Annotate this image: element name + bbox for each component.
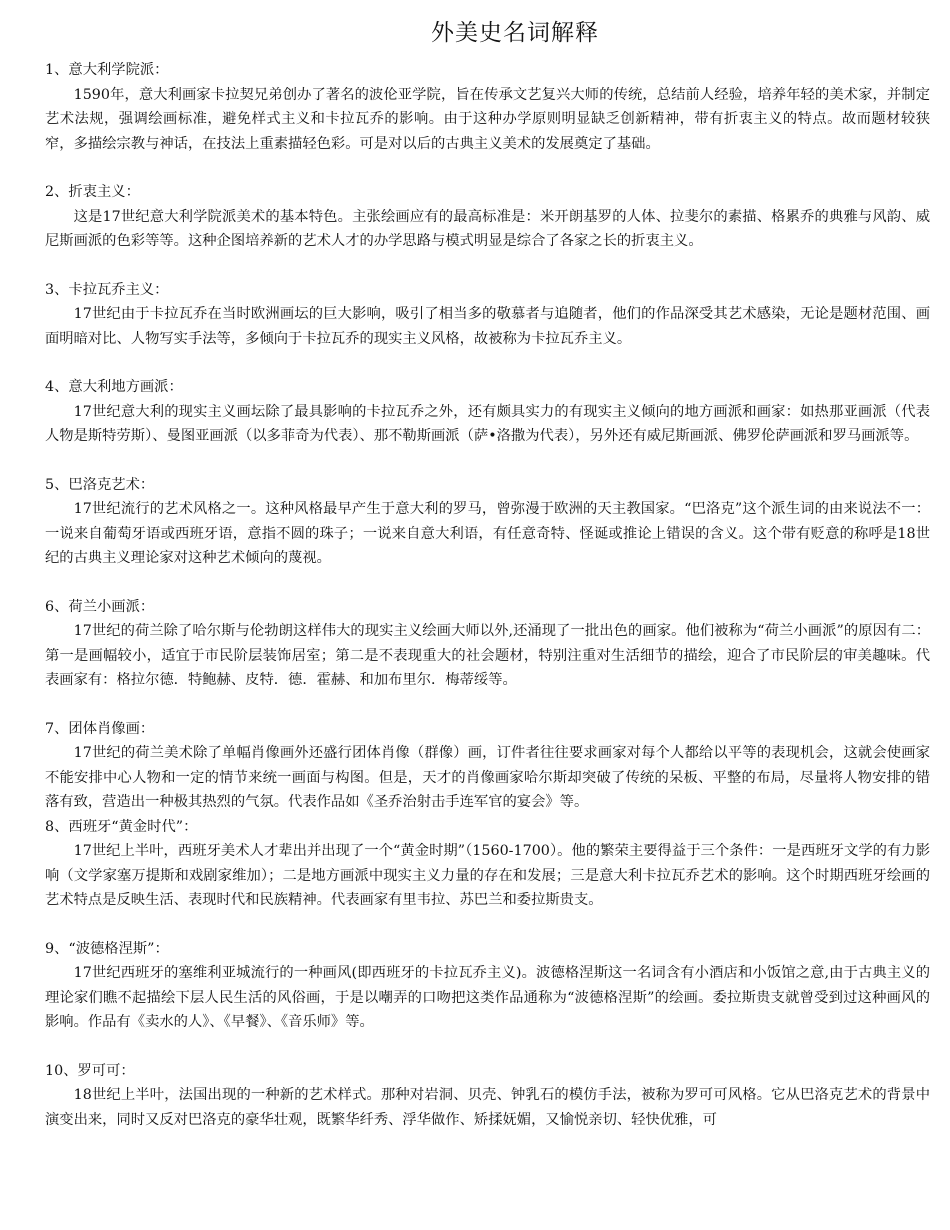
spacer xyxy=(45,156,930,180)
entry-body: 18世纪上半叶，法国出现的一种新的艺术样式。那种对岩洞、贝壳、钟乳石的模仿手法，被称为罗可可风格。它从巴洛克艺术的背景中演变出来，同时又反对巴洛克的豪华壮观，既繁华纤秀、浮华做作、矫揉妩媚，又愉悦亲切、轻快优雅，可 xyxy=(45,1087,930,1128)
entry-8 xyxy=(45,815,930,913)
entry-2 xyxy=(45,180,930,254)
entry-body: 17世纪的荷兰除了哈尔斯与伦勃朗这样伟大的现实主义绘画大师以外,还涌现了一批出色的画家。他们被称为“荷兰小画派”的原因有二：第一是画幅较小，适宜于市民阶层装饰居室；第二是不表现重大的社会题材，特别注重对生活细节的描绘，迎合了市民阶层的审美趣味。代表画家有：格拉尔德．特鲍赫、皮特．德．霍赫、和加布里尔．梅蒂绥等。 xyxy=(45,623,930,688)
entry-body: 17世纪上半叶，西班牙美术人才辈出并出现了一个“黄金时期”（1560-1700）。他的繁荣主要得益于三个条件：一是西班牙文学的有力影响（文学家塞万提斯和戏剧家维加）；二是地方画派中现实主义力量的存在和发展；三是意大利卡拉瓦乔艺术的影响。这个时期西班牙绘画的艺术特点是反映生活、表现时代和民族精神。代表画家有里韦拉、苏巴兰和委拉斯贵支。 xyxy=(45,843,930,908)
spacer xyxy=(45,1035,930,1059)
entry-body: 17世纪意大利的现实主义画坛除了最具影响的卡拉瓦乔之外，还有颇具实力的有现实主义倾向的地方画派和画家：如热那亚画派（代表人物是斯特劳斯）、曼图亚画派（以多菲奇为代表）、那不勒斯画派（萨•洛撒为代表），另外还有威尼斯画派、佛罗伦萨画派和罗马画派等。 xyxy=(45,403,930,444)
entry-body: 17世纪由于卡拉瓦乔在当时欧洲画坛的巨大影响，吸引了相当多的敬慕者与追随者，他们的作品深受其艺术感染，无论是题材范围、画面明暗对比、人物写实手法等，多倾向于卡拉瓦乔的现实主义风格，故被称为卡拉瓦乔主义。 xyxy=(45,306,930,347)
entry-heading: 6、荷兰小画派： xyxy=(45,598,155,615)
document-title: 外美史名词解释 xyxy=(431,20,599,46)
entry-heading: 9、“波德格涅斯”： xyxy=(45,940,169,957)
entry-heading: 2、折衷主义： xyxy=(45,184,140,200)
entry-heading: 1、意大利学院派： xyxy=(45,62,169,78)
entry-7 xyxy=(45,717,930,815)
entry-3 xyxy=(45,278,930,352)
entry-body: 1590年，意大利画家卡拉契兄弟创办了著名的波伦亚学院，旨在传承文艺复兴大师的传统，总结前人经验，培养年轻的美术家，并制定艺术法规，强调绘画标准，避免样式主义和卡拉瓦乔的影响。由于这种办学原则明显缺乏创新精神，带有折衷主义的特点。故而题材较狭窄，多描绘宗教与神话，在技法上重素描轻色彩。可是对以后的古典主义美术的发展奠定了基础。 xyxy=(45,86,930,152)
entry-heading: 10、罗可可： xyxy=(45,1062,135,1079)
spacer xyxy=(45,913,930,937)
entry-heading: 7、团体肖像画： xyxy=(45,720,155,737)
entry-1 xyxy=(45,58,930,156)
spacer xyxy=(45,571,930,595)
entry-9 xyxy=(45,937,930,1035)
spacer xyxy=(45,254,930,278)
entry-heading: 5、巴洛克艺术： xyxy=(45,476,155,493)
entry-body: 17世纪流行的艺术风格之一。这种风格最早产生于意大利的罗马，曾弥漫于欧洲的天主教国家。“巴洛克”这个派生词的由来说法不一：一说来自葡萄牙语或西班牙语，意指不圆的珠子；一说来自意大利语，有任意奇特、怪诞或推论上错误的含义。这个带有贬意的称呼是18世纪的古典主义理论家对这种艺术倾向的蔑视。 xyxy=(45,501,930,566)
entry-5 xyxy=(45,473,930,571)
entry-10 xyxy=(45,1059,930,1133)
spacer xyxy=(45,693,930,717)
entry-heading: 3、卡拉瓦乔主义： xyxy=(45,281,169,298)
entry-body: 17世纪西班牙的塞维利亚城流行的一种画风(即西班牙的卡拉瓦乔主义)。波德格涅斯这一名词含有小酒店和小饭馆之意,由于古典主义的理论家们瞧不起描绘下层人民生活的风俗画，于是以嘲弄的口吻把这类作品通称为“波德格涅斯”的绘画。委拉斯贵支就曾受到过这种画风的影响。作品有《卖水的人》、《早餐》、《音乐师》等。 xyxy=(45,965,930,1030)
entry-heading: 8、西班牙“黄金时代”： xyxy=(45,818,198,835)
entry-heading: 4、意大利地方画派： xyxy=(45,379,183,395)
entry-4 xyxy=(45,375,930,449)
spacer xyxy=(45,351,930,375)
entry-body: 17世纪的荷兰美术除了单幅肖像画外还盛行团体肖像（群像）画，订件者往往要求画家对每个人都给以平等的表现机会，这就会使画家不能安排中心人物和一定的情节来统一画面与构图。但是，天才的肖像画家哈尔斯却突破了传统的呆板、平整的布局，尽量将人物安排的错落有致，营造出一种极其热烈的气氛。代表作品如《圣乔治射击手连军官的宴会》等。 xyxy=(45,745,930,810)
entry-body: 这是17世纪意大利学院派美术的基本特色。主张绘画应有的最高标准是：米开朗基罗的人体、拉斐尔的素描、格累乔的典雅与风韵、威尼斯画派的色彩等等。这种企图培养新的艺术人才的办学思路与模式明显是综合了各家之长的折衷主义。 xyxy=(45,208,930,249)
spacer xyxy=(45,449,930,473)
entry-6 xyxy=(45,595,930,693)
